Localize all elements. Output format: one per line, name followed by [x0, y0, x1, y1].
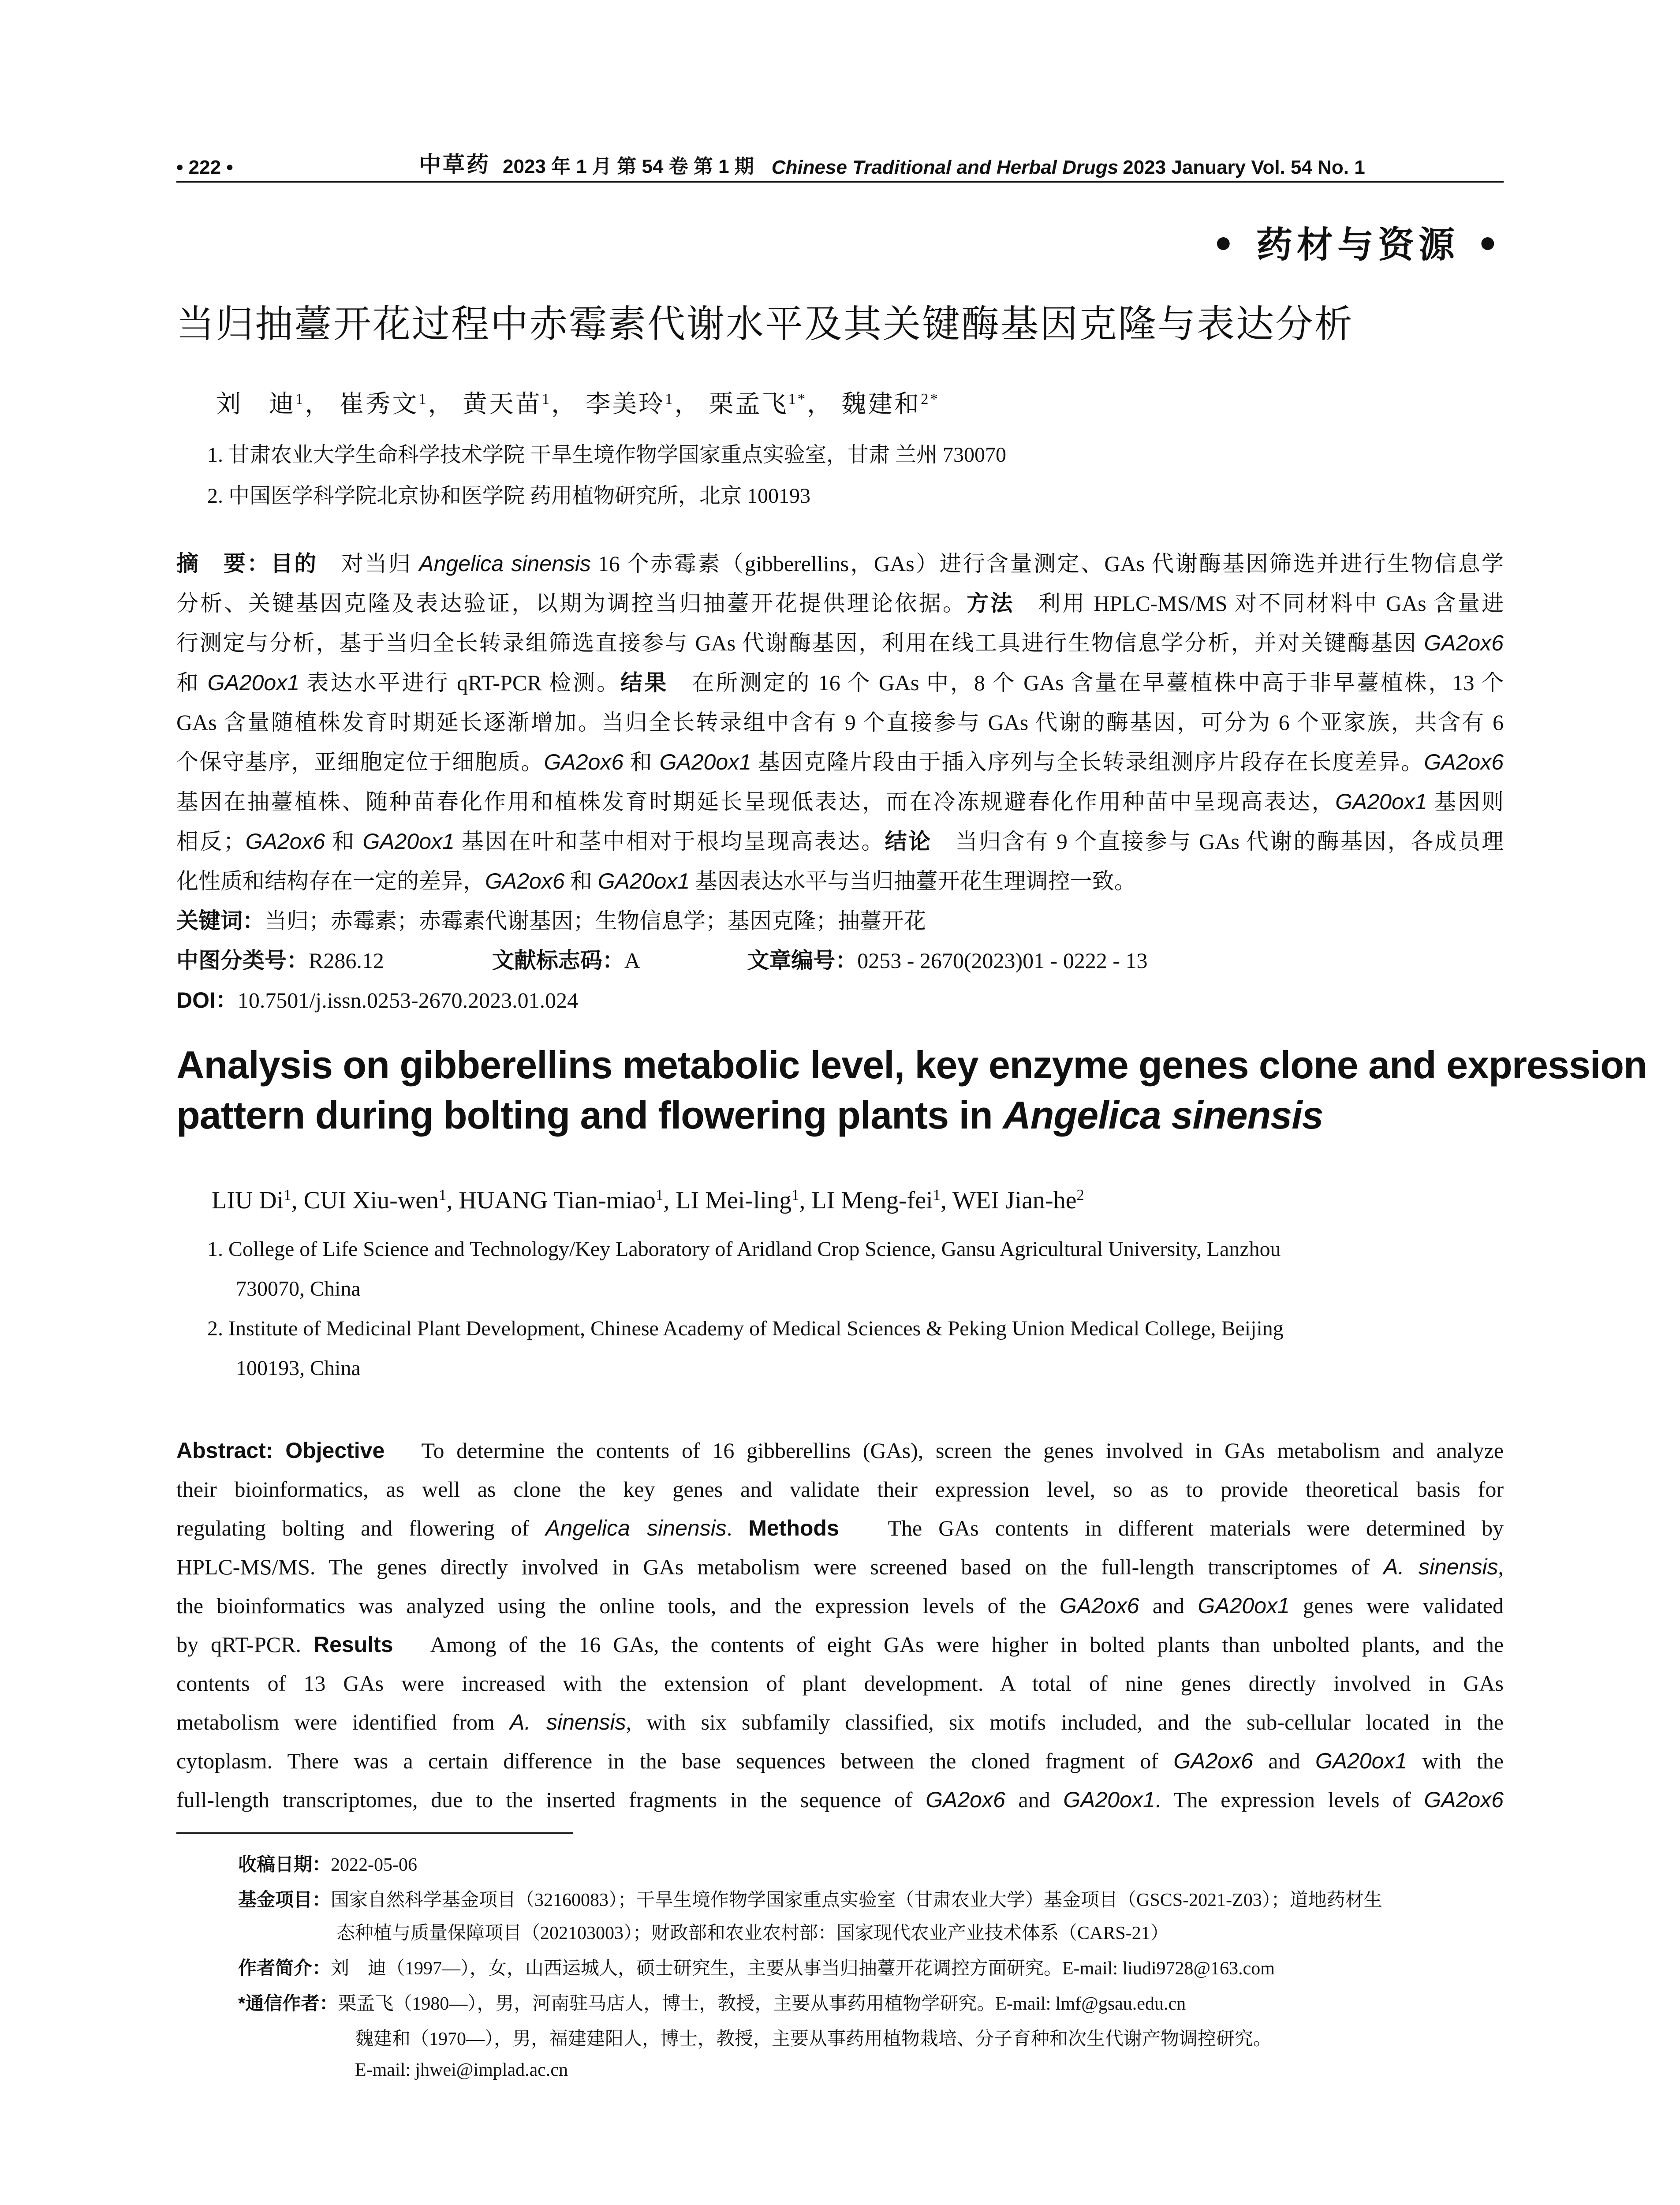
en-title: Analysis on gibberellins metabolic level, key enzyme genes clone and expression pattern during bolting and flowering plants in Angelica sinensis: [176, 1043, 1647, 1137]
cn-author: 崔秀文$^1$: [339, 390, 428, 418]
footnote-rule: [176, 1832, 573, 1834]
corresponding-author-2: 魏建和（1970—），男，福建建阳人，博士，教授，主要从事药用植物栽培、分子育种和次生代谢产物调控研究。: [355, 2029, 1272, 2049]
cn-author: 栗孟飞$^{1*}$: [709, 390, 807, 418]
section-tag: • 药材与资源 •: [1212, 224, 1504, 266]
en-abstract: Abstract: Objective To determine the contents of 16 gibberellins (GAs), screen the genes involved in GAs metabolism and analyze their bioinformatics, as well as clone the key genes and validate their expression level, so as to provide theoretical basis for regulating bolting and flowering of Angelica sinensis. Methods The GAs contents in different materials were determined by HPLC-MS/MS. The genes directly involved in GAs metabolism were screened based on the full-length transcriptomes of A. sinensis, the bioinformatics was analyzed using the online tools, and the expression levels of the GA2ox6 and GA20ox1 genes were validated by qRT-PCR. Results Among of the 16 GAs, the contents of eight GAs were higher in bolted plants than unbolted plants, and the contents of 13 GAs were increased with the extension of plant development. A total of nine genes directly involved in GAs metabolism were identified from A. sinensis, with six subfamily classified, six motifs included, and the sub-cellular located in the cytoplasm. There was a certain difference in the base sequences between the cloned fragment of GA2ox6 and GA20ox1 with the full-length transcriptomes, due to the inserted fragments in the sequence of GA2ox6 and GA20ox1. The expression levels of GA2ox6: [176, 1438, 1504, 1812]
en-author: CUI Xiu-wen$^1$: [303, 1186, 447, 1214]
author-bio: 作者简介：刘 迪（1997—），女，山西运城人，硕士研究生，主要从事当归抽薹开花调控方面研究。E-mail: liudi9728@163.com: [238, 1958, 1275, 1979]
cn-classification: 中图分类号：R286.12 文献标志码：A 文章编号：0253 - 2670(2023)01 - 0222 - 13: [176, 948, 1148, 973]
en-affiliation-cont: 100193, China: [236, 1357, 361, 1380]
en-author: WEI Jian-$he^2$: [952, 1186, 1084, 1214]
en-affiliation-cont: 730070, China: [236, 1277, 361, 1301]
cn-affiliation: 1. 甘肃农业大学生命科学技术学院 干旱生境作物学国家重点实验室，甘肃 兰州 730070: [207, 443, 1007, 467]
cn-abstract: 摘 要：目的 对当归 Angelica sinensis 16 个赤霉素（gibberellins，GAs）进行含量测定、GAs 代谢酶基因筛选并进行生物信息学 分析、关键基因克隆及表达验证，以期为调控当归抽薹开花提供理论依据。方法 利用 HPLC-MS/MS 对不同材料中 GAs 含量进 行测定与分析，基于当归全长转录组筛选直接参与 GAs 代谢酶基因，利用在线工具进行生物信息学分析，并对关键酶基因 GA2ox6 和 GA20ox1 表达水平进行 qRT-PCR 检测。结果 在所测定的 16 个 GAs 中，8 个 GAs 含量在早薹植株中高于非早薹植株，13 个 GAs 含量随植株发育时期延长逐渐增加。当归全长转录组中含有 9 个直接参与 GAs 代谢的酶基因，可分为 6 个亚家族，共含有 6 个保守基序，亚细胞定位于细胞质。GA2ox6 和 GA20ox1 基因克隆片段由于插入序列与全长转录组测序片段存在长度差异。GA2ox6 基因在抽薹植株、随种苗春化作用和植株发育时期延长呈现低表达，而在冷冻规避春化作用种苗中呈现高表达，GA20ox1 基因则 相反；GA2ox6 和 GA20ox1 基因在叶和茎中相对于根均呈现高表达。结论 当归含有 9 个直接参与 GAs 代谢的酶基因，各成员理 化性质和结构存在一定的差异，GA2ox6 和 GA20ox1 基因表达水平与当归抽薹开花生理调控一致。: [176, 551, 1504, 893]
fund-note: 基金项目：国家自然科学基金项目（32160083）；干旱生境作物学国家重点实验室（甘肃农业大学）基金项目（GSCS-2021-Z03）；道地药材生: [238, 1889, 1382, 1910]
cn-affiliation: 2. 中国医学科学院北京协和医学院 药用植物研究所，北京 100193: [207, 484, 811, 508]
en-author: HUANG Tian-miao$^1$: [459, 1186, 664, 1214]
journal-name-cn: 中草药: [419, 151, 490, 177]
en-author-list: LIU Di$^1$, CUI Xiu-wen$^1$, HUANG Tian-miao$^1$, LI Mei-ling$^1$, LI Meng-fei$^1$, WEI Jian-$he^2$: [212, 1186, 1084, 1214]
issue-date-en: 2023 January Vol. 54 No. 1: [1123, 157, 1365, 178]
en-author: LIU Di$^1$: [212, 1186, 291, 1214]
en-affiliation: 1. College of Life Science and Technology/Key Laboratory of Aridland Crop Science, Gansu Agricultural University, Lanzhou: [207, 1237, 1281, 1261]
corresponding-author: *通信作者：栗孟飞（1980—），男，河南驻马店人，博士，教授，主要从事药用植物学研究。E-mail: lmf@gsau.edu.cn: [238, 1993, 1186, 2014]
en-affiliation: 2. Institute of Medicinal Plant Development, Chinese Academy of Medical Sciences & Peking Union Medical College, Beijing: [207, 1317, 1284, 1340]
page-number: • 222 •: [176, 157, 233, 178]
cn-author-list: 刘 迪$^1$， 崔秀文$^1$， 黄天苗$^1$， 李美玲$^1$， 栗孟飞$^{1*}$， 魏建和$^{2*}$: [216, 390, 940, 418]
cn-keywords: 关键词：当归；赤霉素；赤霉素代谢基因；生物信息学；基因克隆；抽薹开花: [176, 908, 926, 933]
received-date: 收稿日期：2022-05-06: [238, 1854, 417, 1875]
cn-author: 刘 迪$^1$: [216, 390, 305, 418]
cn-author: 李美玲$^1$: [586, 390, 675, 418]
issue-date-cn: 2023 年 1 月 第 54 卷 第 1 期: [503, 156, 754, 177]
cn-title: 当归抽薹开花过程中赤霉素代谢水平及其关键酶基因克隆与表达分析: [176, 303, 1354, 345]
running-header: [176, 143, 1504, 179]
corresponding-email: E-mail: jhwei@implad.ac.cn: [355, 2060, 568, 2080]
en-author: LI Meng-fei$^1$: [811, 1186, 941, 1214]
journal-name-en: Chinese Traditional and Herbal Drugs: [771, 157, 1119, 178]
fund-note-cont: 态种植与质量保障项目（202103003）；财政部和农业农村部：国家现代农业产业技术体系（CARS-21）: [336, 1923, 1169, 1943]
cn-author: 魏建和$^{2*}$: [841, 390, 940, 418]
doi: DOI：10.7501/j.issn.0253-2670.2023.01.024: [176, 988, 579, 1013]
en-author: LI Mei-ling$^1$: [676, 1186, 799, 1214]
header-rule: [176, 181, 1504, 183]
cn-author: 黄天苗$^1$: [462, 390, 552, 418]
